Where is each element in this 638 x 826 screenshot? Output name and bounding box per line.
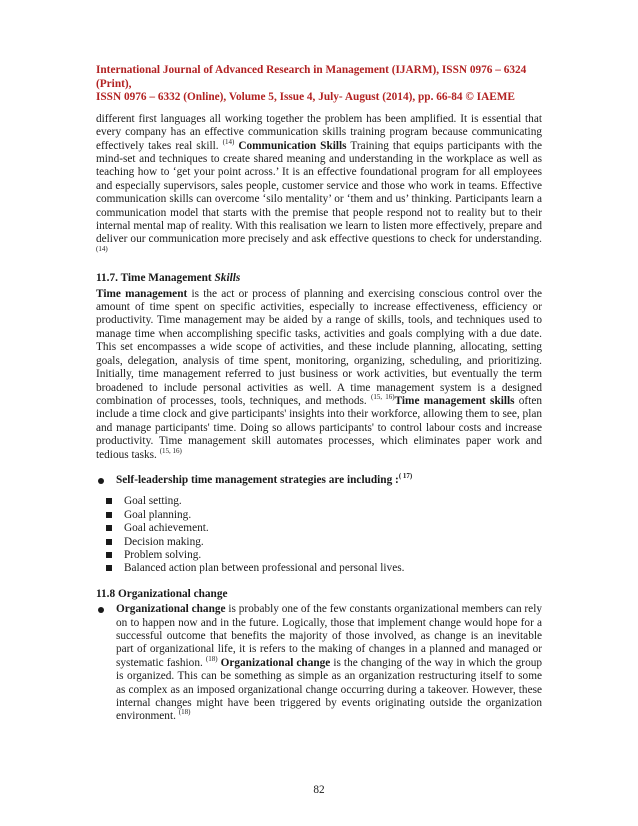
oc-text-2: is the changing of the way in which the group is organized. This can be something as simple as an organization restructuring itself to some as complex as an imposed organizational change occurring during a takeover. However, these internal changes might have been triggered by events originating outside the organization environment.: [116, 656, 543, 723]
header-line-1: International Journal of Advanced Research in Management (IJARM), ISSN 0976 – 6324 (Print),: [96, 64, 527, 90]
citation: (15, 16): [370, 393, 395, 402]
square-bullet-icon: [106, 525, 112, 531]
strategies-heading-text: Self-leadership time management strategies are including :: [116, 473, 399, 486]
term-bold: Time management skills: [394, 394, 515, 407]
list-item-text: Goal planning.: [124, 508, 192, 521]
intro-text-2: Training that equips participants with the mind-set and techniques to create shared meaning and understanding in the workplace as well as teaching how to ‘get your point across.’ It is an effective foundational program for all employees and especially supervisors, sales people, customer service and those who work in teams. Effective communication skills can overcome ‘silo mentality’ or ‘them and us’ thinking. Participants learn a communication model that starts with the premise that people respond not to reality but to their internal mental map of reality. With this realisation we learn to listen more effectively, prepare and deliver our communication more precisely and ask effective questions to check for understanding.: [96, 139, 543, 246]
tm-text-1: is the act or process of planning and exercising conscious control over the amount of time spent on specific activities, especially to increase effectiveness, efficiency or productivity. Time management may be aided by a range of skills, tools, and techniques used to manage time when accomplishing specific tasks, activities and goals complying with a due date. This set encompasses a wide scope of activities, and these include planning, allocating, setting goals, delegation, analysis of time spent, monitoring, organizing, scheduling, and prioritizing. Initially, time management referred to just business or work activities, but eventually the term broadened to include personal activities as well. A time management system is a designed combination of processes, tools, techniques, and methods.: [96, 287, 543, 407]
citation: (15, 16): [159, 446, 182, 455]
strategies-heading: [96, 474, 542, 487]
page-number: 82: [313, 784, 325, 796]
citation: (14): [96, 245, 108, 254]
list-item-text: Goal achievement.: [124, 522, 209, 535]
list-item-text: Balanced action plan between professional and personal lives.: [124, 562, 405, 575]
intro-text-1: different first languages all working together the problem has been amplified. It is essential that every company has an effective communication skills training program because communicating effectively takes real skill.: [96, 112, 542, 152]
square-bullet-icon: [106, 552, 112, 558]
citation: (14): [222, 137, 235, 146]
bullet-dot-icon: [98, 607, 104, 613]
journal-header: [96, 64, 542, 105]
header-line-2: ISSN 0976 – 6332 (Online), Volume 5, Issue 4, July- August (2014), pp. 66-84 © IAEME: [96, 91, 515, 104]
term-bold: Time management: [96, 287, 188, 300]
tm-text-2: often include a time clock and give participants' insights into their workforce, allowing them to see, plan and manage participants' time. Doing so allows participants' to control labour costs and increase productivity. Time management skill automates processes, which eliminates paper work and tedious tasks.: [96, 394, 542, 461]
square-bullet-icon: [106, 512, 112, 518]
list-item: [96, 536, 542, 549]
strategies-list: [96, 495, 542, 575]
list-item: [96, 562, 542, 575]
heading-italic: Skills: [214, 272, 241, 285]
list-item-text: Problem solving.: [124, 548, 202, 561]
section-heading-organizational-change: 11.8 Organizational change: [96, 587, 228, 600]
section-heading-time-management: [96, 272, 542, 285]
list-item: [96, 509, 542, 522]
list-item: [96, 495, 542, 508]
term-bold: Organizational change: [220, 656, 331, 669]
citation: (18): [205, 655, 218, 664]
citation: (18): [178, 708, 191, 717]
bullet-dot-icon: [98, 478, 104, 484]
list-item: [96, 522, 542, 535]
intro-paragraph: [96, 113, 542, 260]
citation: ( 17): [398, 472, 413, 481]
term-bold: Communication Skills: [238, 139, 347, 152]
time-management-paragraph: [96, 288, 542, 462]
list-item-text: Goal setting.: [124, 495, 182, 508]
oc-text: [116, 603, 542, 724]
term-bold: Organizational change: [116, 603, 226, 616]
oc-text-1: is probably one of the few constants organizational members can rely on to happen now and in the future. Logically, those that implement change would hope for a successful outcome that benefits the majority of those involved, as change is an inevitable part of organizational life, it is refers to the making of changes in a planned and managed or systematic fashion.: [116, 603, 542, 669]
heading-text: 11.7. Time Management: [96, 272, 212, 285]
list-item-text: Decision making.: [124, 535, 204, 548]
square-bullet-icon: [106, 498, 112, 504]
square-bullet-icon: [106, 539, 112, 545]
list-item: [96, 549, 542, 562]
square-bullet-icon: [106, 565, 112, 571]
organizational-change-paragraph: [96, 603, 542, 724]
